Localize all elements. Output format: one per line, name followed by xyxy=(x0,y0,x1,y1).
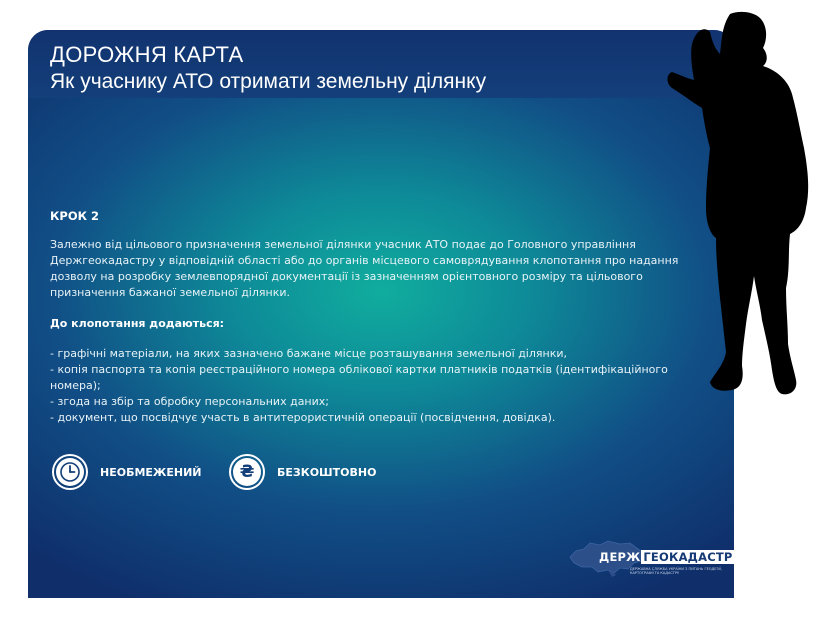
list-item: - графічні матеріали, на яких зазначено бажане місце розташування земельної ділянки, xyxy=(50,347,567,360)
cost-label: БЕЗКОШТОВНО xyxy=(277,465,377,479)
attachments-list xyxy=(50,346,710,426)
derzhgeokadastr-logo xyxy=(568,535,733,583)
page-subtitle: Як учаснику АТО отримати земельну ділянку xyxy=(50,70,487,93)
step-description: Залежно від цільового призначення земельної ділянки учасник АТО подає до Головного управління Держгеокадастру у відповідній області або до органів місцевого самоврядування клопотання про надання дозволу на розробку землевпорядної документації із зазначенням орієнтовного розміру та цільового призначення бажаної земельної ділянки. xyxy=(50,238,679,299)
cost-badge xyxy=(229,452,376,492)
duration-label: НЕОБМЕЖЕНИЙ xyxy=(100,465,202,479)
page-title: ДОРОЖНЯ КАРТА xyxy=(50,42,244,67)
list-item: - згода на збір та обробку персональних даних; xyxy=(50,395,329,408)
logo-wordmark: ДЕРЖ ГЕОКАДАСТР xyxy=(599,550,733,564)
clock-icon xyxy=(52,454,88,490)
attachments-heading: До клопотання додаються: xyxy=(50,317,225,330)
roadmap-card xyxy=(28,30,734,598)
step-heading: КРОК 2 xyxy=(50,209,100,223)
list-item: - копія паспорта та копія реєстраційного номера облікової картки платників податків (ідентифікаційного номера); xyxy=(50,363,668,392)
hryvnia-icon: ₴ xyxy=(229,454,265,490)
list-item: - документ, що посвідчує участь в антитерористичній операції (посвідчення, довідка). xyxy=(50,411,556,424)
saluting-soldier-silhouette xyxy=(664,8,814,408)
duration-badge xyxy=(52,452,202,492)
step-content xyxy=(50,208,710,426)
logo-subtext: ДЕРЖАВНА СЛУЖБА УКРАЇНИ З ПИТАНЬ ГЕОДЕЗІЇ, КАРТОГРАФІЇ ТА КАДАСТРУ xyxy=(630,567,722,575)
